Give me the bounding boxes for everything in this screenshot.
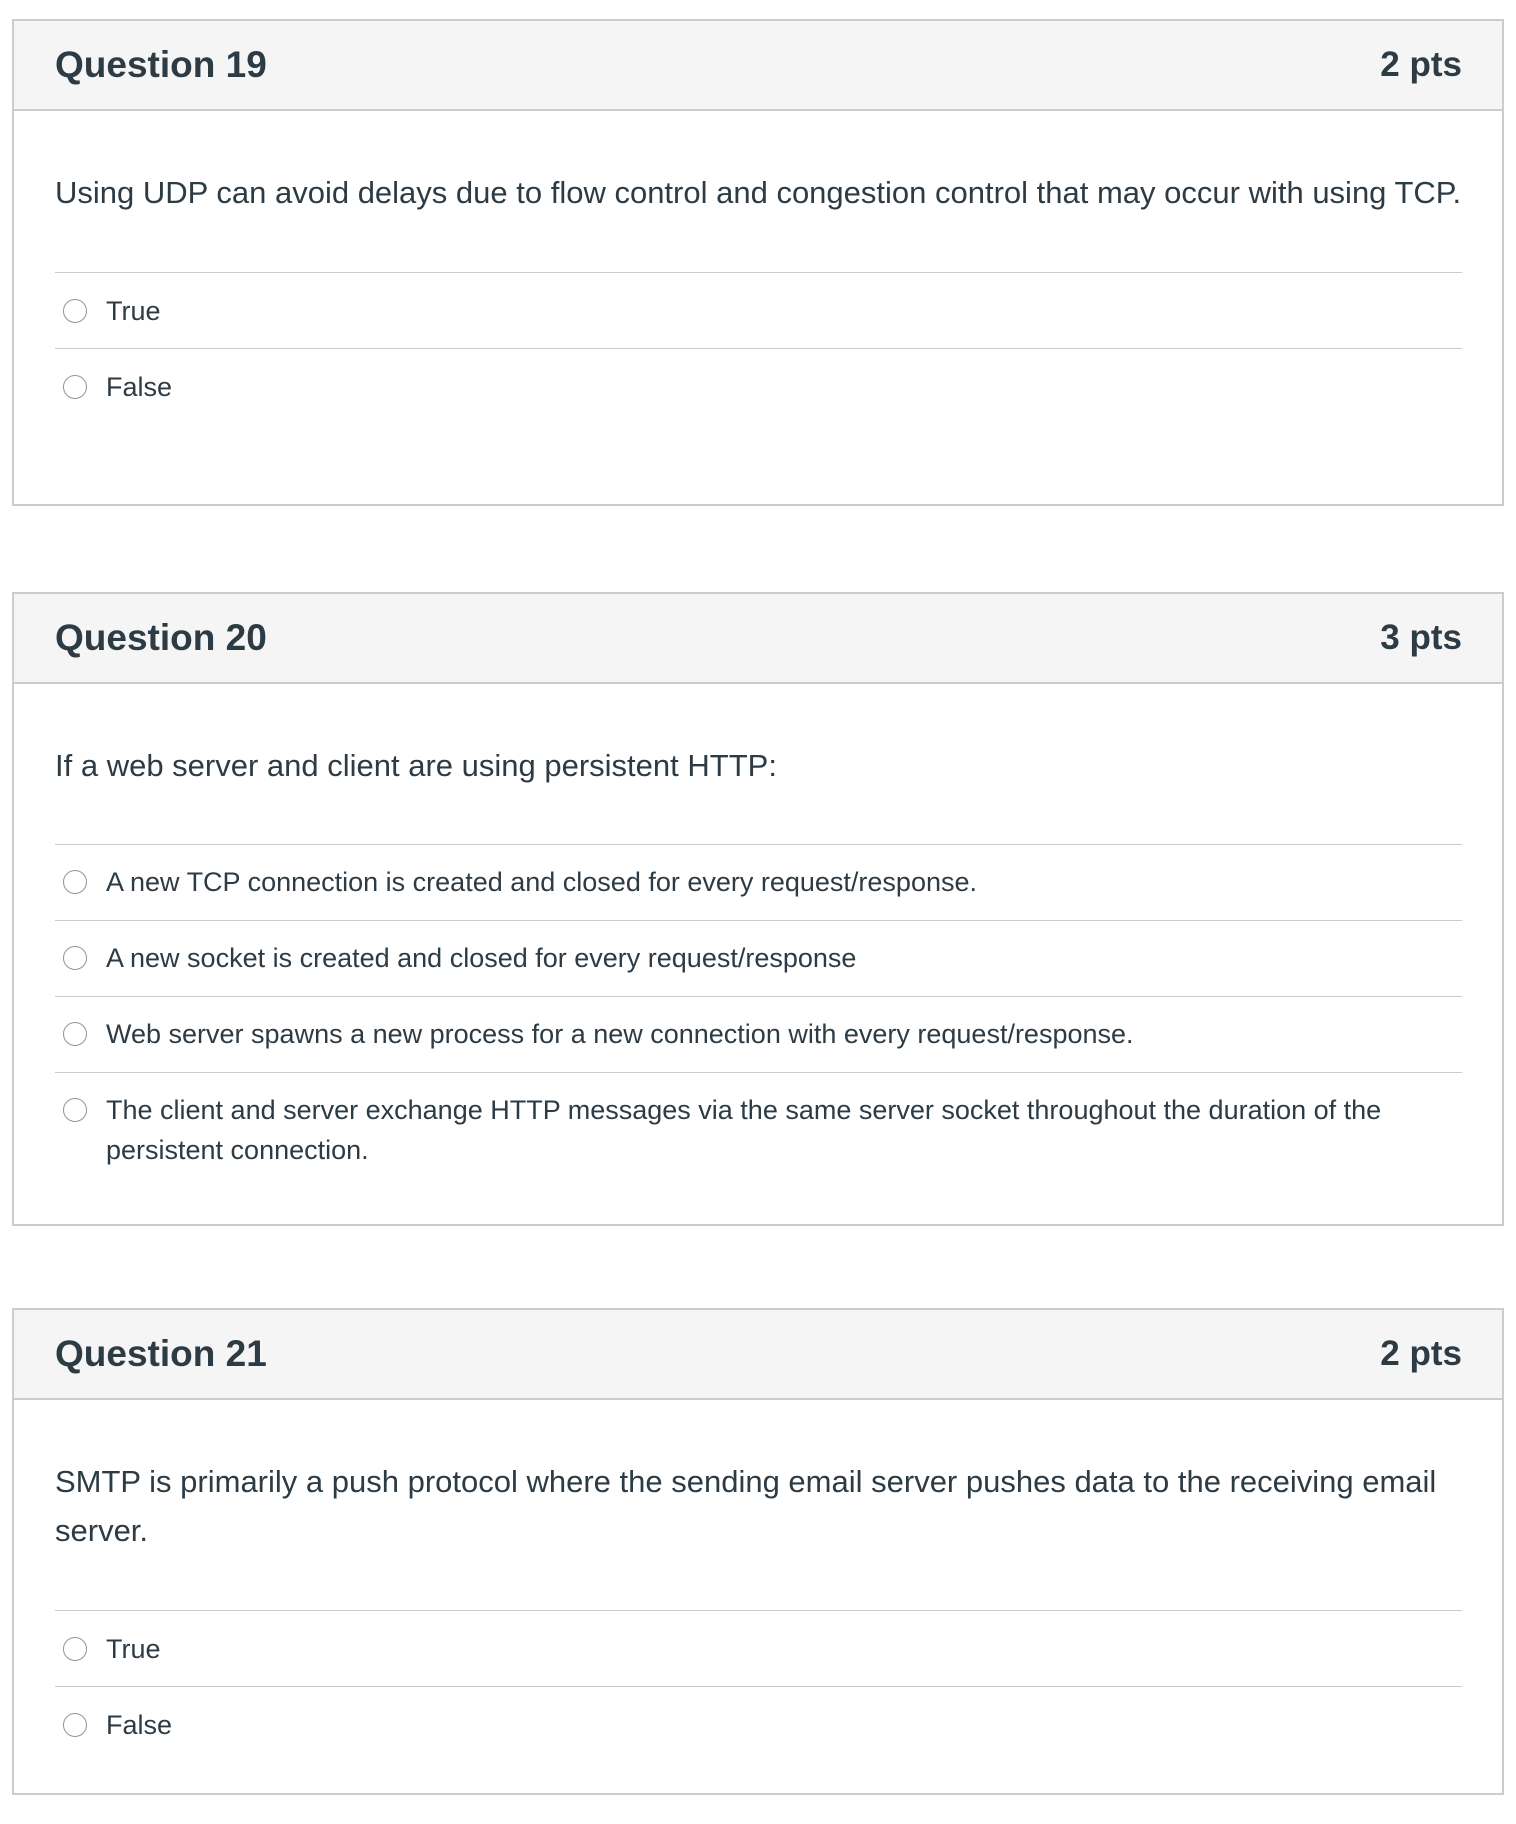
question-body (14, 111, 1502, 425)
answer-list (55, 844, 1462, 1183)
question-19-card (12, 19, 1504, 506)
answer-label: True (106, 296, 161, 326)
question-title: Question 20 (55, 617, 267, 658)
radio-button[interactable] (63, 1637, 87, 1661)
question-text: If a web server and client are using persistent HTTP: (55, 748, 777, 783)
answer-label: True (106, 1634, 161, 1664)
answer-option[interactable] (55, 1073, 1462, 1183)
question-title: Question 19 (55, 44, 267, 85)
answer-label: A new socket is created and closed for every request/response (106, 943, 857, 973)
answer-list (55, 272, 1462, 425)
radio-button[interactable] (63, 1098, 87, 1122)
answer-label: The client and server exchange HTTP messages via the same server socket throughout the duration of the persistent connection. (106, 1095, 1382, 1165)
answer-option[interactable] (55, 1611, 1462, 1687)
answer-label: False (106, 372, 173, 402)
question-text: SMTP is primarily a push protocol where the sending email server pushes data to the receiving email server. (55, 1464, 1437, 1548)
question-header (14, 1310, 1502, 1400)
radio-button[interactable] (63, 1022, 87, 1046)
answer-option[interactable] (55, 997, 1462, 1073)
answer-option[interactable] (55, 921, 1462, 997)
radio-button[interactable] (63, 946, 87, 970)
question-points: 2 pts (1380, 45, 1462, 84)
answer-option[interactable] (55, 1687, 1462, 1763)
answer-label: False (106, 1710, 173, 1740)
radio-button[interactable] (63, 375, 87, 399)
answer-option[interactable] (55, 273, 1462, 349)
question-header (14, 594, 1502, 684)
answer-label: A new TCP connection is created and closed for every request/response. (106, 867, 978, 897)
question-points: 3 pts (1380, 618, 1462, 657)
answer-option[interactable] (55, 845, 1462, 921)
radio-button[interactable] (63, 1713, 87, 1737)
answer-list (55, 1610, 1462, 1763)
question-points: 2 pts (1380, 1334, 1462, 1373)
answer-option[interactable] (55, 349, 1462, 425)
question-body (14, 684, 1502, 1183)
question-body (14, 1400, 1502, 1763)
question-20-card (12, 592, 1504, 1226)
question-header (14, 21, 1502, 111)
question-21-card (12, 1308, 1504, 1795)
question-text: Using UDP can avoid delays due to flow control and congestion control that may occur with using TCP. (55, 175, 1462, 210)
question-title: Question 21 (55, 1333, 267, 1374)
radio-button[interactable] (63, 870, 87, 894)
radio-button[interactable] (63, 299, 87, 323)
answer-label: Web server spawns a new process for a new connection with every request/response. (106, 1019, 1134, 1049)
